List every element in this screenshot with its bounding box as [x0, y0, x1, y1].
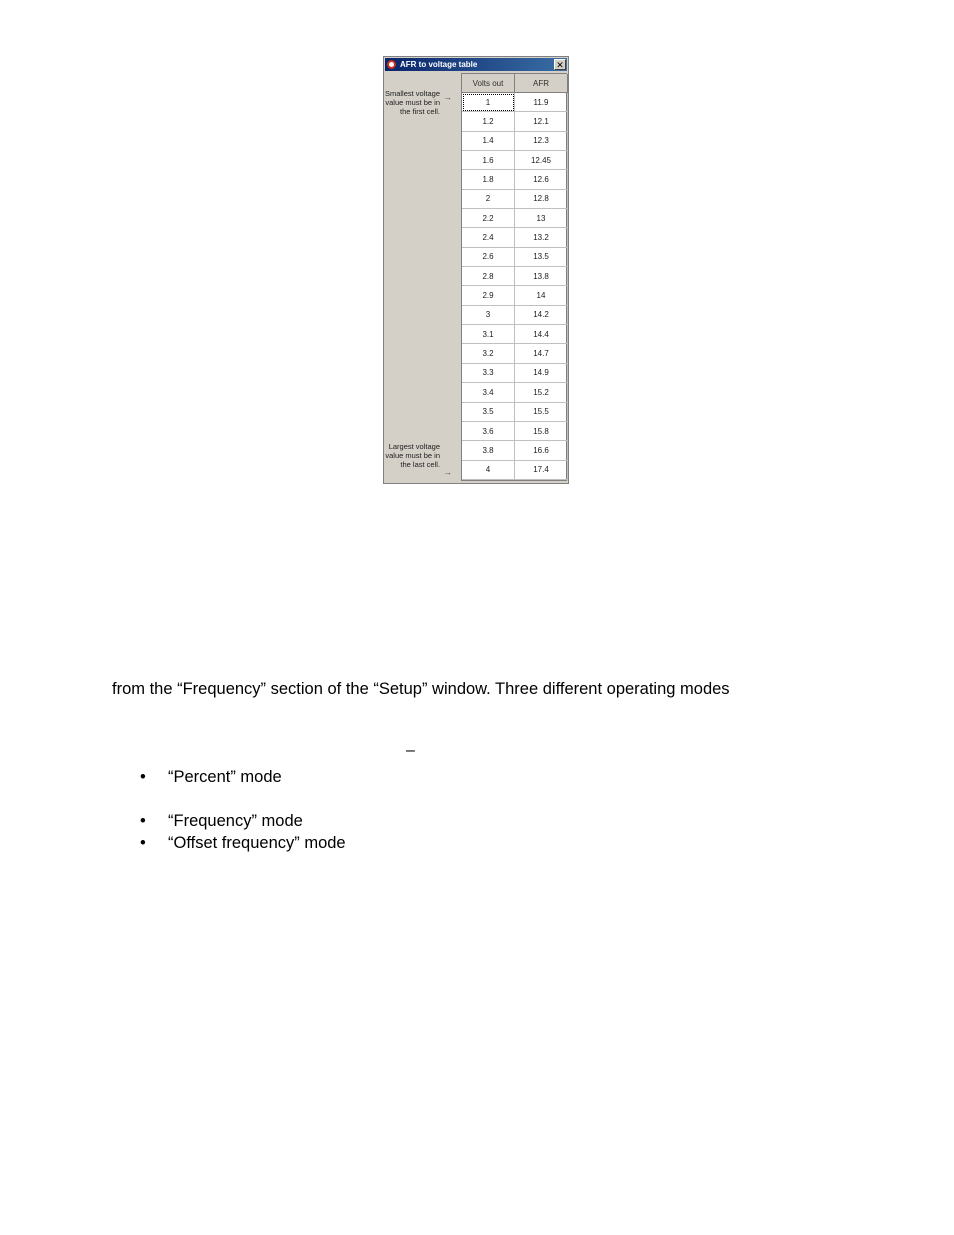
cell-volts-out[interactable]: 3.8 — [462, 441, 515, 460]
operating-modes-list — [140, 766, 346, 854]
cell-afr[interactable]: 13 — [515, 209, 568, 228]
table-row — [462, 151, 568, 170]
cell-volts-out[interactable]: 3.3 — [462, 363, 515, 382]
body-paragraph: from the “Frequency” section of the “Setup” window. Three different operating modes — [112, 680, 730, 698]
bullet-icon: • — [140, 834, 146, 852]
list-item — [140, 832, 346, 854]
table-row — [462, 344, 568, 363]
cell-volts-out[interactable]: 3.1 — [462, 325, 515, 344]
cell-volts-out[interactable]: 2.6 — [462, 247, 515, 266]
cell-afr[interactable]: 13.2 — [515, 228, 568, 247]
table-row — [462, 247, 568, 266]
table-row — [462, 131, 568, 150]
cell-volts-out[interactable]: 2.9 — [462, 286, 515, 305]
list-item — [140, 810, 346, 832]
column-header-volts[interactable]: Volts out — [462, 74, 515, 93]
cell-afr[interactable]: 14.7 — [515, 344, 568, 363]
cell-afr[interactable]: 14.4 — [515, 325, 568, 344]
cell-volts-out[interactable]: 1.4 — [462, 131, 515, 150]
cell-afr[interactable]: 13.5 — [515, 247, 568, 266]
table-row — [462, 267, 568, 286]
bullet-icon: • — [140, 812, 146, 830]
cell-afr[interactable]: 17.4 — [515, 460, 568, 479]
afr-voltage-table-window — [383, 56, 569, 484]
table-row — [462, 170, 568, 189]
note-largest-voltage: Largest voltage value must be in the last cell. — [385, 442, 440, 469]
cell-volts-out[interactable]: 1.2 — [462, 112, 515, 131]
column-header-afr[interactable]: AFR — [515, 74, 568, 93]
arrow-right-icon: → — [443, 467, 452, 477]
arrow-right-icon: → — [443, 92, 452, 102]
cell-afr[interactable]: 12.3 — [515, 131, 568, 150]
cell-volts-out[interactable]: 1.6 — [462, 151, 515, 170]
table-row — [462, 460, 568, 479]
cell-volts-out[interactable]: 2.2 — [462, 209, 515, 228]
cell-afr[interactable]: 16.6 — [515, 441, 568, 460]
table-row — [462, 189, 568, 208]
table-row — [462, 383, 568, 402]
cell-afr[interactable]: 15.5 — [515, 402, 568, 421]
table-row — [462, 441, 568, 460]
mode-label: “Frequency” mode — [168, 812, 303, 830]
bullet-icon: • — [140, 768, 146, 786]
cell-volts-out[interactable]: 1.8 — [462, 170, 515, 189]
table-row — [462, 228, 568, 247]
cell-afr[interactable]: 13.8 — [515, 267, 568, 286]
table-row — [462, 305, 568, 324]
table-row — [462, 112, 568, 131]
cell-afr[interactable]: 15.8 — [515, 421, 568, 440]
cell-afr[interactable]: 14.2 — [515, 305, 568, 324]
cell-volts-out[interactable]: 3.4 — [462, 383, 515, 402]
cell-volts-out[interactable]: 3.2 — [462, 344, 515, 363]
cell-volts-out[interactable]: 3.5 — [462, 402, 515, 421]
cell-volts-out[interactable]: 1 — [462, 93, 515, 112]
cell-volts-out[interactable]: 3 — [462, 305, 515, 324]
cell-afr[interactable]: 12.8 — [515, 189, 568, 208]
table-row — [462, 402, 568, 421]
cell-afr[interactable]: 12.1 — [515, 112, 568, 131]
cell-volts-out[interactable]: 2.4 — [462, 228, 515, 247]
table-row — [462, 93, 568, 112]
afr-voltage-grid — [461, 73, 567, 481]
cell-afr[interactable]: 15.2 — [515, 383, 568, 402]
dash-mark: – — [406, 742, 415, 759]
cell-afr[interactable]: 14 — [515, 286, 568, 305]
app-icon — [387, 60, 396, 69]
mode-label: “Percent” mode — [168, 768, 282, 786]
cell-afr[interactable]: 12.6 — [515, 170, 568, 189]
note-smallest-voltage: Smallest voltage value must be in the first cell. — [384, 89, 440, 116]
cell-afr[interactable]: 11.9 — [515, 93, 568, 112]
data-table — [462, 74, 568, 480]
close-button[interactable]: ✕ — [554, 59, 566, 70]
cell-volts-out[interactable]: 4 — [462, 460, 515, 479]
table-row — [462, 209, 568, 228]
cell-afr[interactable]: 14.9 — [515, 363, 568, 382]
table-row — [462, 363, 568, 382]
cell-volts-out[interactable]: 2 — [462, 189, 515, 208]
cell-afr[interactable]: 12.45 — [515, 151, 568, 170]
mode-label: “Offset frequency” mode — [168, 834, 346, 852]
table-row — [462, 325, 568, 344]
cell-volts-out[interactable]: 3.6 — [462, 421, 515, 440]
table-row — [462, 421, 568, 440]
title-bar[interactable] — [385, 58, 567, 71]
list-item — [140, 766, 346, 788]
cell-volts-out[interactable]: 2.8 — [462, 267, 515, 286]
window-title: AFR to voltage table — [400, 60, 478, 69]
table-row — [462, 286, 568, 305]
